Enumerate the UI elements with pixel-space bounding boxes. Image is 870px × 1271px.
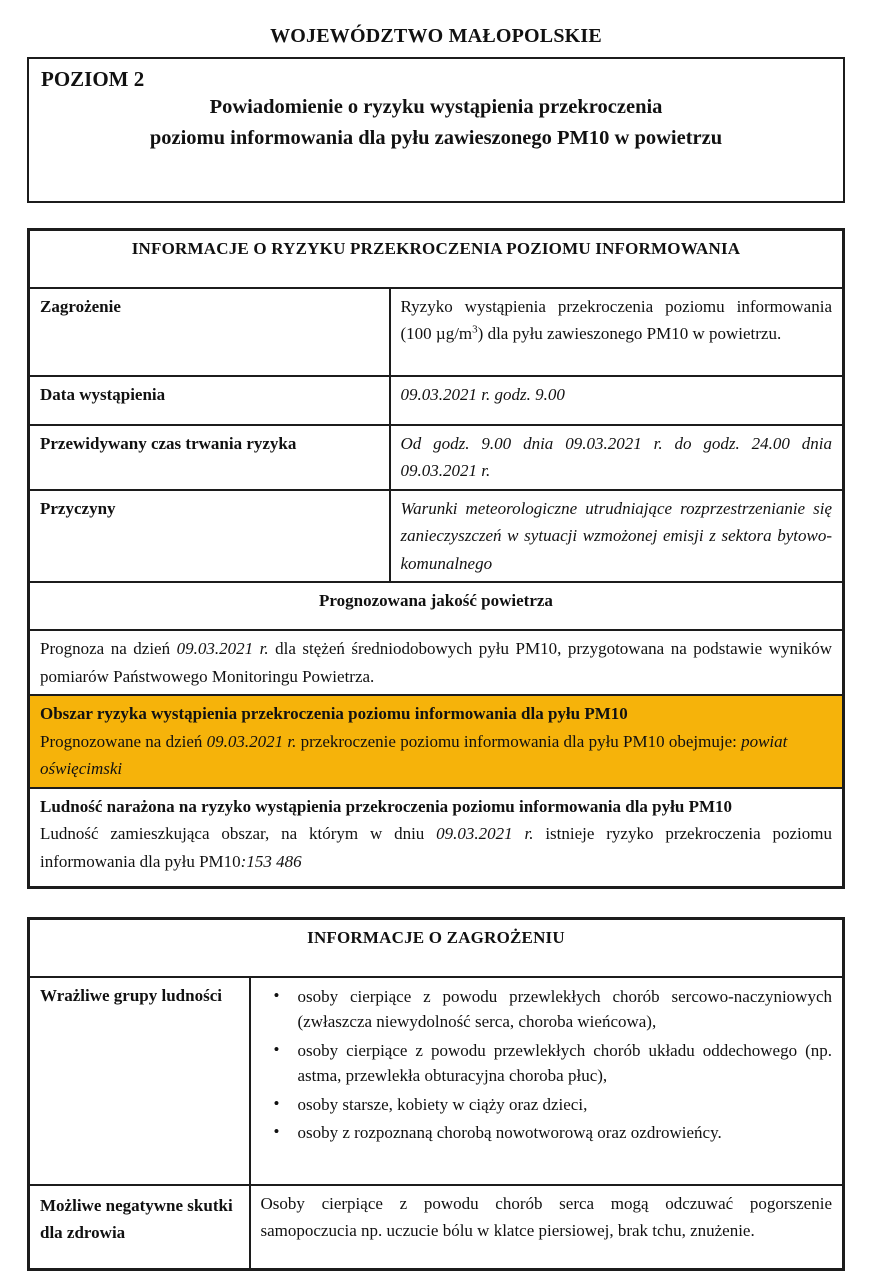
list-item-text: osoby cierpiące z powodu przewlekłych chorób sercowo-naczyniowych (zwłaszcza niewydolność serca, choroba wieńcowa), — [297, 986, 832, 1032]
value-przyczyny: Warunki meteorologiczne utrudniające rozprzestrzenianie się zanieczyszczeń w sytuacji wzmożonej emisji z sektora bytowo-komunalnego — [390, 490, 844, 583]
forecast-note — [29, 630, 844, 695]
label-czas-trwania: Przewidywany czas trwania ryzyka — [29, 425, 390, 490]
label-sensitive-groups: Wrażliwe grupy ludności — [29, 977, 250, 1185]
label-przyczyny: Przyczyny — [29, 490, 390, 583]
table-row — [29, 376, 844, 425]
list-item — [261, 1038, 833, 1089]
hazard-table-header: INFORMACJE O ZAGROŻENIU — [29, 919, 844, 977]
label-data-wystapienia: Data wystąpienia — [29, 376, 390, 425]
document-page — [27, 0, 845, 1271]
bullet-icon: • — [273, 985, 280, 1005]
risk-table-header: INFORMACJE O RYZYKU PRZEKROCZENIA POZIOMU INFORMOWANIA — [29, 230, 844, 288]
forecast-note-row — [29, 630, 844, 695]
hazard-table-header-row — [29, 919, 844, 977]
population-row — [29, 788, 844, 888]
value-zagrozenie — [390, 288, 844, 376]
list-item — [261, 1120, 833, 1146]
risk-area-heading: Obszar ryzyka wystąpienia przekroczenia poziomu informowania dla pyłu PM10 — [40, 704, 628, 724]
bullet-icon: • — [273, 1122, 280, 1142]
population-heading: Ludność narażona na ryzyko wystąpienia przekroczenia poziomu informowania dla pyłu PM10 — [40, 796, 732, 816]
forecast-header-row — [29, 582, 844, 630]
population-pre: Ludność zamieszkująca obszar, na którym w dniu — [40, 824, 437, 844]
list-item-text: osoby starsze, kobiety w ciąży oraz dzieci, — [297, 1094, 588, 1114]
table-row — [29, 288, 844, 376]
label-zagrozenie: Zagrożenie — [29, 288, 390, 376]
forecast-note-post: dla stężeń średniodobowych pyłu PM10, przygotowana na podstawie wyników pomiarów Państwowego Monitoringu Powietrza. — [40, 639, 832, 686]
risk-area-mid: przekroczenie poziomu informowania dla pyłu PM10 obejmuje: — [296, 731, 742, 751]
list-item-text: osoby cierpiące z powodu przewlekłych chorób układu oddechowego (np. astma, przewlekła obturacyjna choroba płuc), — [297, 1040, 832, 1086]
alert-banner — [27, 57, 845, 203]
hazard-info-table — [27, 917, 845, 1271]
population-cell — [29, 788, 844, 888]
risk-info-table — [27, 228, 845, 889]
risk-area-text — [40, 728, 832, 783]
population-date: 09.03.2021 r. — [436, 824, 534, 844]
region-title: WOJEWÓDZTWO MAŁOPOLSKIE — [270, 25, 602, 47]
forecast-quality-header: Prognozowana jakość powietrza — [29, 582, 844, 630]
value-czas-trwania: Od godz. 9.00 dnia 09.03.2021 r. do godz. 24.00 dnia 09.03.2021 r. — [390, 425, 844, 490]
table-row — [29, 1185, 844, 1270]
value-data-wystapienia: 09.03.2021 r. godz. 9.00 — [390, 376, 844, 425]
zagrozenie-text-pre: Ryzyko wystąpienia przekroczenia poziomu informowania (100 µg/m — [400, 296, 832, 344]
risk-table-header-row — [29, 230, 844, 288]
risk-area-row — [29, 695, 844, 788]
zagrozenie-text-post: ) dla pyłu zawieszonego PM10 w powietrzu. — [477, 324, 782, 344]
risk-area-pre: Prognozowane na dzień — [40, 731, 207, 751]
value-health-effects: Osoby cierpiące z powodu chorób serca mogą odczuwać pogorszenie samopoczucia np. uczucie bólu w klatce piersiowej, brak tchu, znużenie. — [250, 1185, 844, 1270]
forecast-note-pre: Prognoza na dzień — [40, 639, 177, 659]
superscript-3: 3 — [472, 323, 478, 336]
alert-level: POZIOM 2 — [41, 67, 145, 91]
risk-area-cell — [29, 695, 844, 788]
alert-title-line2: poziomu informowania dla pyłu zawieszonego PM10 w powietrzu — [149, 127, 723, 149]
population-mid: istnieje ryzyko przekroczenia poziomu informowania dla pyłu PM10 — [40, 824, 832, 871]
list-item-text: osoby z rozpoznaną chorobą nowotworową oraz ozdrowieńcy. — [297, 1123, 722, 1143]
bullet-icon: • — [273, 1039, 280, 1059]
label-health-effects: Możliwe negatywne skutki dla zdrowia — [29, 1185, 250, 1270]
risk-area-name: powiat oświęcimski — [40, 731, 788, 779]
forecast-note-date: 09.03.2021 r. — [176, 639, 269, 659]
sensitive-groups-list — [261, 984, 833, 1146]
population-count: :153 486 — [240, 851, 302, 871]
value-sensitive-groups — [250, 977, 844, 1185]
alert-title-line1: Powiadomienie o ryzyku wystąpienia przekroczenia — [209, 96, 663, 118]
list-item — [261, 984, 833, 1035]
population-text — [40, 820, 832, 875]
table-row — [29, 490, 844, 583]
list-item — [261, 1092, 833, 1118]
bullet-icon: • — [273, 1093, 280, 1113]
table-row — [29, 425, 844, 490]
table-row — [29, 977, 844, 1185]
risk-area-date: 09.03.2021 r. — [206, 731, 297, 751]
